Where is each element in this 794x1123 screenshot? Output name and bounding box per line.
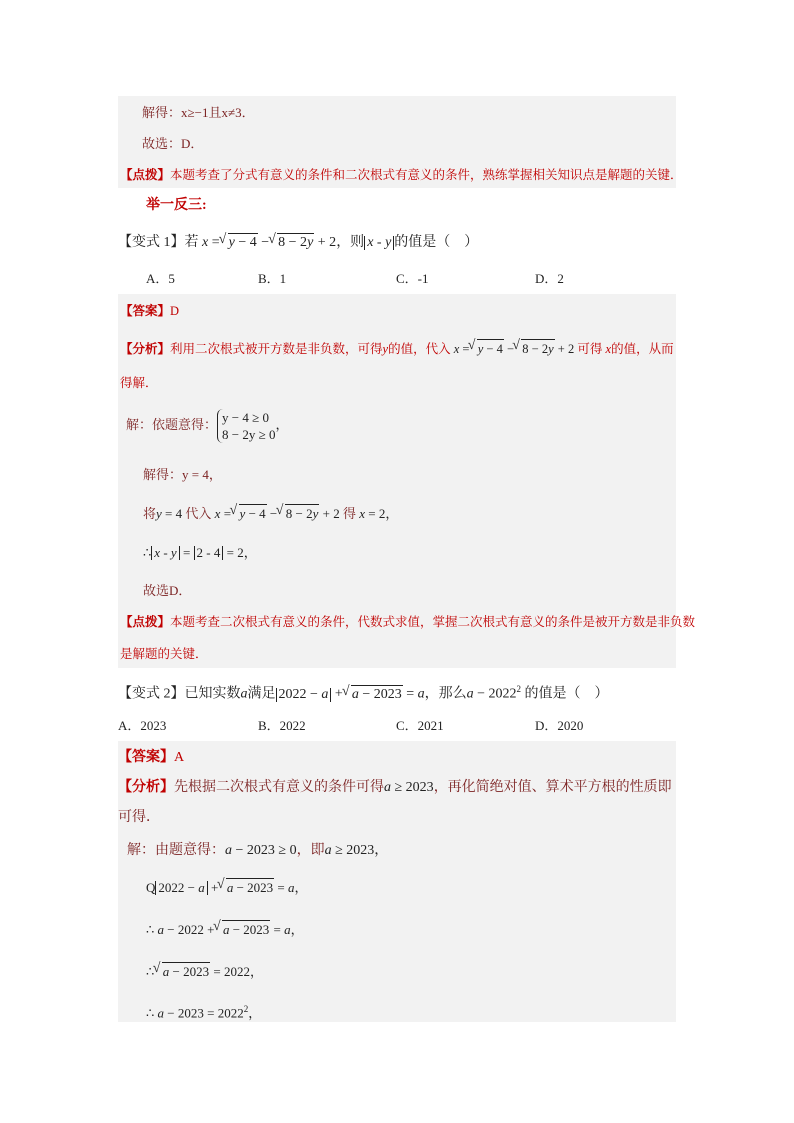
q1-analysis-b: 的值，代入 xyxy=(388,342,451,356)
q2-sol-3: ∴ a − 2022 + √ a − 2023 = a， xyxy=(146,920,304,939)
q2-analysis-tag: 【分析】 xyxy=(118,780,174,795)
q1-tip-text1: 本题考查二次根式有意义的条件，代数式求值，掌握二次根式有意义的条件是被开方数是非负数 xyxy=(170,615,696,629)
q2-option-a: A．2023 xyxy=(118,718,167,733)
sys-line-1: y − 4 ≥ 0 xyxy=(222,410,269,425)
q1-option-b: B．1 xyxy=(258,271,287,286)
q2-suffix2: 的值是（ ） xyxy=(524,686,609,702)
q1-tag: 【变式 1】 xyxy=(118,235,185,250)
q2-sol-prefix: 解：由题意得： xyxy=(127,843,225,858)
tip-text: 本题考查了分式有意义的条件和二次根式有意义的条件，熟练掌握相关知识点是解题的关键． xyxy=(170,168,683,182)
q1-analysis-a: 利用二次根式被开方数是非负数，可得 xyxy=(170,342,383,356)
q1-tip-tag: 【点拨】 xyxy=(120,615,171,629)
q1-question: 【变式 1】若 x = √ y − 4 − √ 8 − 2y + 2，则 x - y 的值是（ ） xyxy=(118,233,478,252)
therefore-symbol-2: ∴ xyxy=(146,922,155,937)
q1-answer xyxy=(120,302,179,320)
q1-suffix2: 的值是（ ） xyxy=(394,235,479,250)
q2-sol-4: ∴ √ a − 2023 = 2022， xyxy=(146,962,263,981)
q2-tag: 【变式 2】 xyxy=(118,686,185,702)
q2-sol-1: 解：由题意得：a − 2023 ≥ 0，即a ≥ 2023， xyxy=(127,843,389,858)
q1-analysis: 【分析】利用二次根式被开方数是非负数，可得y的值，代入 x = √ y − 4 − √ 8 − 2y + 2 可得 x的值，从而 xyxy=(120,339,674,358)
q1-tip-end: 是解题的关键． xyxy=(120,647,208,661)
top-choose-line: 故选：D． xyxy=(142,136,204,151)
q2-answer xyxy=(118,749,184,767)
q1-tip xyxy=(120,613,695,631)
q2-analysis-end: 可得． xyxy=(118,810,160,825)
q1-suffix: ，则 xyxy=(336,235,365,250)
therefore-symbol-4: ∴ xyxy=(146,1005,155,1021)
section-title: 举一反三: xyxy=(146,198,207,213)
q2-answer-value: A xyxy=(174,750,185,765)
q2-answer-tag: 【答案】 xyxy=(118,750,174,765)
q1-option-c: C．-1 xyxy=(396,271,429,286)
q1-choose: 故选D． xyxy=(143,583,192,598)
q2-sol-5: ∴ $a - 2023 = 2022^2$， xyxy=(146,1004,262,1021)
q1-sub-a: 将 xyxy=(143,506,157,521)
q1-therefore: ∴ x - y = 2 - 4 = 2， xyxy=(143,545,257,560)
q2-sol-mid: ，即 xyxy=(296,843,325,858)
q1-sub-c: 得 xyxy=(342,506,356,521)
therefore-symbol-3: ∴ xyxy=(146,964,155,979)
q2-analysis-b: ，再化简绝对值、算术平方根的性质即 xyxy=(433,780,672,795)
q1-substitute: 将y = 4 代入 x = √ y − 4 − √ 8 − 2y + 2 得 x = 2， xyxy=(143,504,398,523)
q1-sol-prefix: 解：依题意得： xyxy=(126,416,218,432)
q1-answer-value: D xyxy=(170,304,180,318)
q1-option-d: D．2 xyxy=(535,271,564,286)
q1-sub-b: 代入 xyxy=(185,506,212,521)
q2-analysis: 【分析】先根据二次根式有意义的条件可得a ≥ 2023，再化简绝对值、算术平方根的性质即 xyxy=(118,780,672,795)
q1-prefix: 若 xyxy=(184,235,199,250)
tip-tag: 【点拨】 xyxy=(120,168,171,182)
q1-answer-tag: 【答案】 xyxy=(120,304,171,318)
q2-prefix2: 满足 xyxy=(247,686,276,702)
q2-option-b: B．2022 xyxy=(258,718,306,733)
because-symbol: Q xyxy=(146,880,156,895)
q2-prefix: 已知实数 xyxy=(184,686,241,702)
top-solve-line: 解得：x≥−1且x≠3． xyxy=(142,105,255,120)
top-tip-line xyxy=(120,166,683,184)
q2-question: 【变式 2】已知实数a满足 2022 − a + √ a − 2023 = a，那么$a - 2022^2$ 的值是（ ） xyxy=(118,680,609,704)
q2-option-d: D．2020 xyxy=(535,718,584,733)
q1-system xyxy=(217,409,275,443)
q1-option-a: A．5 xyxy=(146,271,175,286)
sys-line-2: 8 − 2y ≥ 0 xyxy=(222,427,276,442)
therefore-symbol: ∴ xyxy=(143,545,152,560)
q1-analysis-c: 可得 xyxy=(577,342,603,356)
q1-analysis-tag: 【分析】 xyxy=(120,342,171,356)
q1-solution-system: 解：依题意得： y − 4 ≥ 0 8 − 2y ≥ 0 ， xyxy=(126,410,289,442)
q2-analysis-a: 先根据二次根式有意义的条件可得 xyxy=(174,780,384,795)
q1-solve-y: 解得：y = 4， xyxy=(143,467,222,482)
q2-option-c: C．2021 xyxy=(396,718,444,733)
q1-analysis-end: 得解． xyxy=(120,376,158,390)
q2-sol-2: Q 2022 − a + √ a − 2023 = a， xyxy=(146,878,308,897)
q2-suffix: ，那么 xyxy=(424,686,467,702)
q1-analysis-d: 的值，从而 xyxy=(611,342,674,356)
